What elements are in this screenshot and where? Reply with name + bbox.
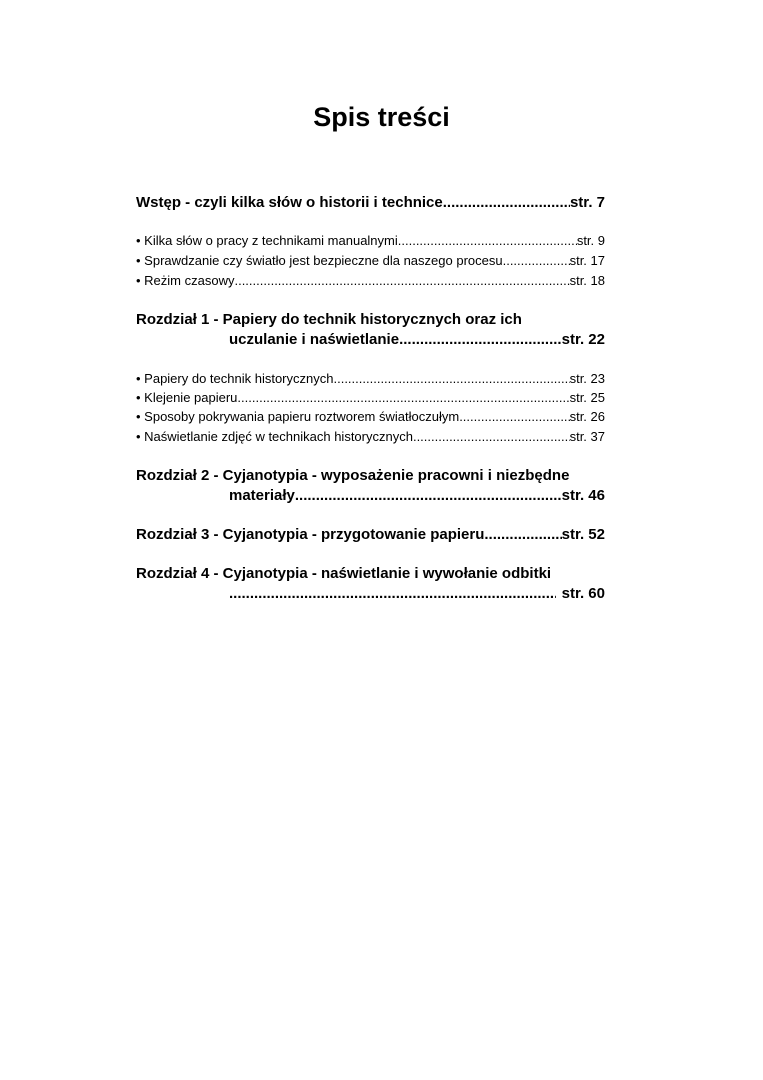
- toc-entry-chapter-1-line-2[interactable]: [229, 329, 605, 351]
- dot-leader: [484, 524, 561, 546]
- toc-entry-label: Wstęp - czyli kilka słów o historii i technice: [136, 194, 443, 211]
- toc-page-number: str. 46: [561, 487, 605, 504]
- toc-entry-chapter-2-line-1[interactable]: [136, 465, 605, 487]
- toc-subentry[interactable]: [136, 408, 605, 426]
- toc-subentry[interactable]: [136, 232, 605, 250]
- dot-leader: [333, 370, 569, 388]
- toc-entry-chapter-2-line-2[interactable]: [229, 485, 605, 507]
- toc-page-number: str. 26: [569, 409, 605, 424]
- dot-leader: [295, 485, 562, 507]
- page-title: Spis treści: [313, 102, 450, 132]
- toc-page-number: str. 9: [576, 233, 605, 248]
- toc-page-number: str. 7: [569, 194, 605, 211]
- toc-subentry-label: • Klejenie papieru: [136, 390, 238, 405]
- toc-subentry-label: • Sprawdzanie czy światło jest bezpieczne dla naszego procesu: [136, 253, 503, 268]
- toc-entry-label: Rozdział 1 - Papiery do technik historycznych oraz ich: [136, 311, 522, 328]
- toc-entry-label: Rozdział 3 - Cyjanotypia - przygotowanie papieru: [136, 526, 485, 543]
- toc-page-number: str. 23: [569, 371, 605, 386]
- toc-subentry-label: • Naświetlanie zdjęć w technikach historycznych: [136, 429, 413, 444]
- toc-page-number: str. 60: [561, 585, 605, 602]
- dot-leader: [459, 408, 569, 426]
- toc-subentry[interactable]: [136, 272, 605, 290]
- toc-page-number: str. 52: [561, 526, 605, 543]
- dot-leader: [237, 389, 569, 407]
- dot-leader: [234, 272, 569, 290]
- toc-page-number: str. 18: [569, 273, 605, 288]
- toc-entry-chapter-4-line-2[interactable]: [229, 583, 605, 605]
- dot-leader: [399, 329, 562, 351]
- toc-page-number: str. 25: [569, 390, 605, 405]
- toc-subentry-label: • Reżim czasowy: [136, 273, 235, 288]
- toc-entry-chapter-4-line-1[interactable]: [136, 563, 605, 585]
- toc-entry-label: Rozdział 2 - Cyjanotypia - wyposażenie pracowni i niezbędne: [136, 467, 570, 484]
- dot-leader: [443, 192, 570, 214]
- toc-subentry[interactable]: [136, 370, 605, 388]
- dot-leader: [229, 583, 556, 605]
- toc-page-number: str. 17: [569, 253, 605, 268]
- dot-leader: [398, 232, 577, 250]
- dot-leader: [503, 252, 570, 270]
- toc-subentry[interactable]: [136, 428, 605, 446]
- toc-entry-label: materiały: [229, 487, 295, 504]
- toc-page-number: str. 37: [569, 429, 605, 444]
- toc-page-number: str. 22: [561, 331, 605, 348]
- toc-entry-label: uczulanie i naświetlanie: [229, 331, 400, 348]
- toc-entry-intro[interactable]: [136, 192, 605, 214]
- toc-subentry-label: • Kilka słów o pracy z technikami manualnymi: [136, 233, 398, 248]
- toc-subentry-label: • Sposoby pokrywania papieru roztworem światłoczułym: [136, 409, 460, 424]
- toc-entry-label: Rozdział 4 - Cyjanotypia - naświetlanie i wywołanie odbitki: [136, 565, 552, 582]
- toc-entry-chapter-1-line-1[interactable]: [136, 309, 605, 331]
- toc-entry-chapter-3[interactable]: [136, 524, 605, 546]
- toc-subentry[interactable]: [136, 389, 605, 407]
- dot-leader: [413, 428, 570, 446]
- toc-subentry-label: • Papiery do technik historycznych: [136, 371, 334, 386]
- toc-subentry[interactable]: [136, 252, 605, 270]
